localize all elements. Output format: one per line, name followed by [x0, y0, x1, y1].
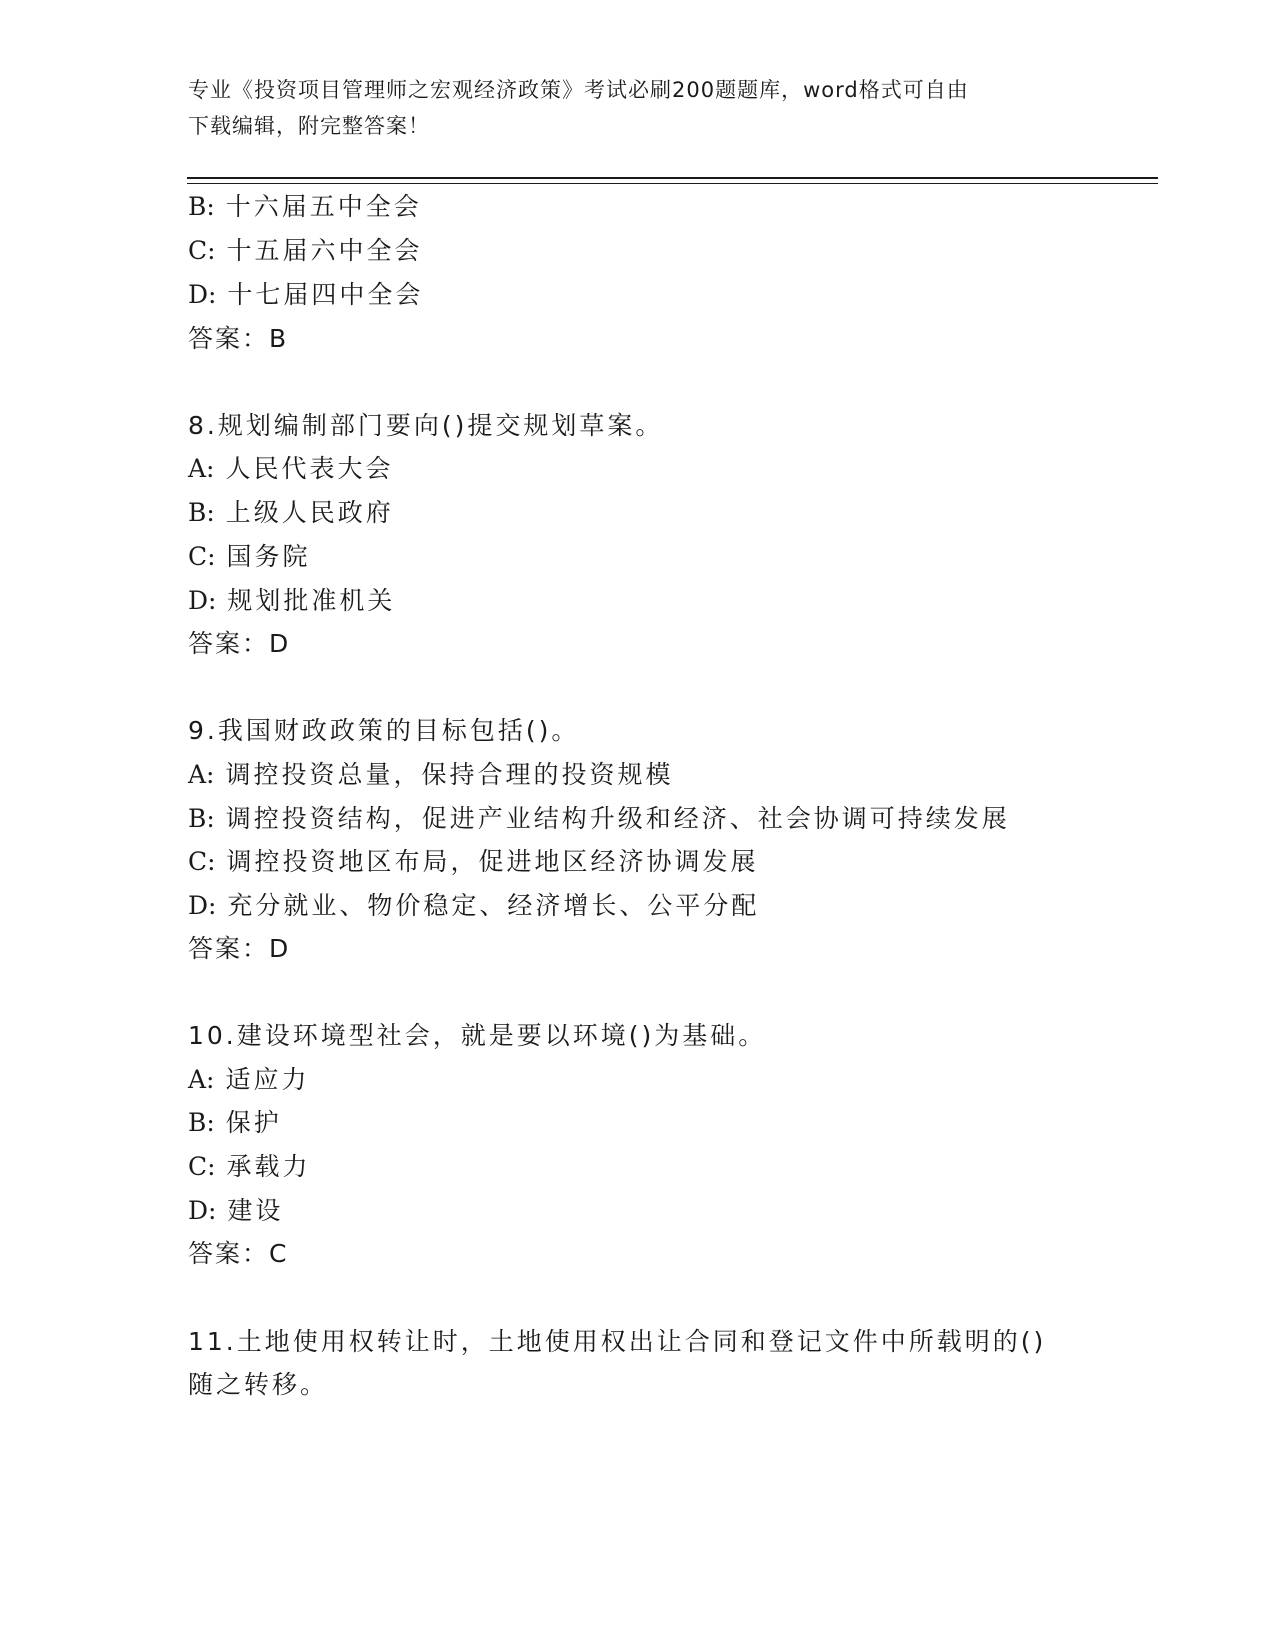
q8-option-b: B: 上级人民政府 — [188, 498, 394, 527]
q10-option-d: D: 建设 — [188, 1196, 284, 1225]
q8-answer: 答案：D — [188, 629, 291, 658]
q8-option-a: A: 人民代表大会 — [188, 454, 394, 483]
q9-answer: 答案：D — [188, 934, 291, 963]
q10-option-c: C: 承载力 — [188, 1152, 311, 1181]
q9-option-d: D: 充分就业、物价稳定、经济增长、公平分配 — [188, 891, 760, 920]
q7-option-b: B: 十六届五中全会 — [188, 192, 422, 221]
q9-option-b: B: 调控投资结构，促进产业结构升级和经济、社会协调可持续发展 — [188, 804, 1010, 833]
q10-option-a: A: 适应力 — [188, 1065, 310, 1094]
q8-option-c: C: 国务院 — [188, 542, 311, 571]
header-rule-thin — [187, 183, 1158, 184]
q9-option-a: A: 调控投资总量，保持合理的投资规模 — [188, 760, 674, 789]
q11-question-line-2: 随之转移。 — [188, 1370, 329, 1399]
q10-option-b: B: 保护 — [188, 1108, 282, 1137]
q8-option-d: D: 规划批准机关 — [188, 586, 396, 615]
q7-option-d: D: 十七届四中全会 — [188, 280, 424, 309]
q7-answer: 答案：B — [188, 324, 289, 353]
q11-question-line-1: 11.土地使用权转让时，土地使用权出让合同和登记文件中所载明的() — [188, 1327, 1047, 1356]
q9-question: 9.我国财政政策的目标包括()。 — [188, 716, 580, 745]
q7-option-c: C: 十五届六中全会 — [188, 236, 423, 265]
q8-question: 8.规划编制部门要向()提交规划草案。 — [188, 411, 664, 440]
q10-answer: 答案：C — [188, 1239, 289, 1268]
q9-option-c: C: 调控投资地区布局，促进地区经济协调发展 — [188, 847, 759, 876]
header-rule — [187, 177, 1158, 179]
q10-question: 10.建设环境型社会，就是要以环境()为基础。 — [188, 1021, 767, 1050]
document-header — [188, 72, 1088, 144]
header-line-1: 专业《投资项目管理师之宏观经济政策》考试必刷200题题库，word格式可自由 — [188, 78, 969, 102]
header-line-2: 下载编辑，附完整答案！ — [188, 114, 430, 138]
